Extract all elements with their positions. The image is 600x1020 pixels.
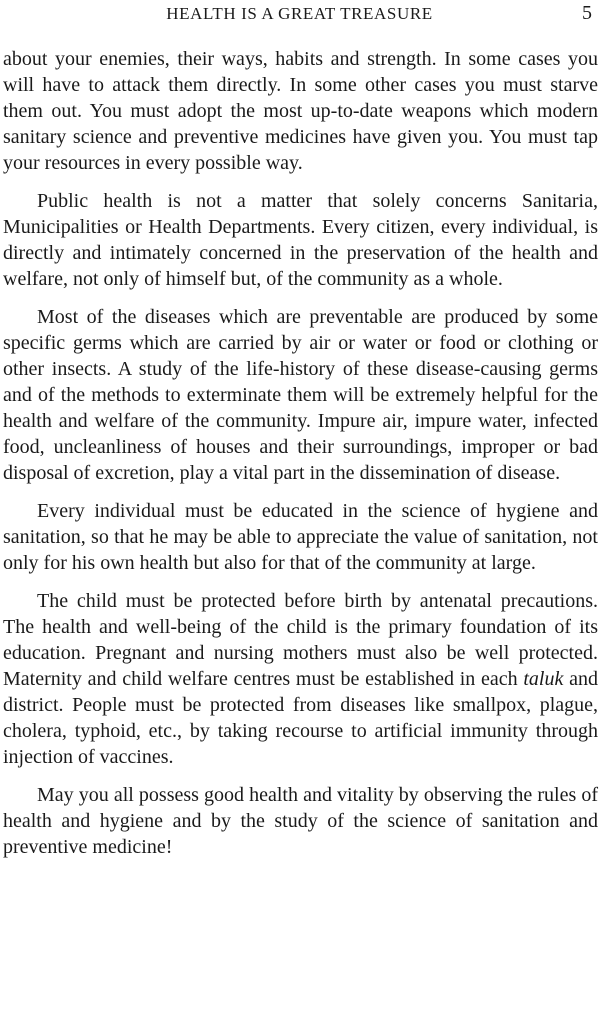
paragraph-closing xyxy=(3,782,598,860)
paragraph-text-after: and district. People must be protected from diseases like smallpox, plague, cholera, typhoid, etc., by taking recourse to artificial immunity through injection of vaccines. xyxy=(3,668,598,768)
emphasized-word: taluk xyxy=(523,668,564,690)
running-head xyxy=(3,0,596,34)
running-title: HEALTH IS A GREAT TREASURE xyxy=(166,4,433,23)
paragraph-continued xyxy=(3,46,598,176)
paragraph-text-before: The child must be protected before birth by antenatal precautions. The health and well-being of the child is the primary foundation of its education. Pregnant and nursing mothers must also be well protected. Maternity and child welfare centres must be established in each xyxy=(3,590,598,690)
body-text xyxy=(3,46,598,872)
paragraph-public-health xyxy=(3,188,598,292)
paragraph-education xyxy=(3,498,598,576)
paragraph-child-protection xyxy=(3,588,598,770)
page-number: 5 xyxy=(582,2,592,24)
paragraph-text: Every individual must be educated in the science of hygiene and sanitation, so that he may be able to appreciate the value of sanitation, not only for his own health but also for that of the community at large. xyxy=(3,500,598,574)
paragraph-text: about your enemies, their ways, habits and strength. In some cases you will have to attack them directly. In some other cases you must starve them out. You must adopt the most up-to-date weapons which modern sanitary science and preventive medicines have given you. You must tap your resources in every possible way. xyxy=(3,48,598,174)
paragraph-diseases xyxy=(3,304,598,486)
paragraph-text: May you all possess good health and vitality by observing the rules of health and hygiene and by the study of the science of sanitation and preventive medicine! xyxy=(3,784,598,858)
paragraph-text: Most of the diseases which are preventable are produced by some specific germs which are carried by air or water or food or clothing or other insects. A study of the life-history of these disease-causing germs and of the methods to exterminate them will be extremely helpful for the health and welfare of the community. Impure air, impure water, infected food, uncleanliness of houses and their surroundings, improper or bad disposal of excretion, play a vital part in the dissemination of disease. xyxy=(3,306,598,484)
paragraph-text: Public health is not a matter that solely concerns Sanitaria, Municipalities or Health Departments. Every citizen, every individual, is directly and intimately concerned in the preservation of the health and welfare, not only of himself but, of the community as a whole. xyxy=(3,190,598,290)
